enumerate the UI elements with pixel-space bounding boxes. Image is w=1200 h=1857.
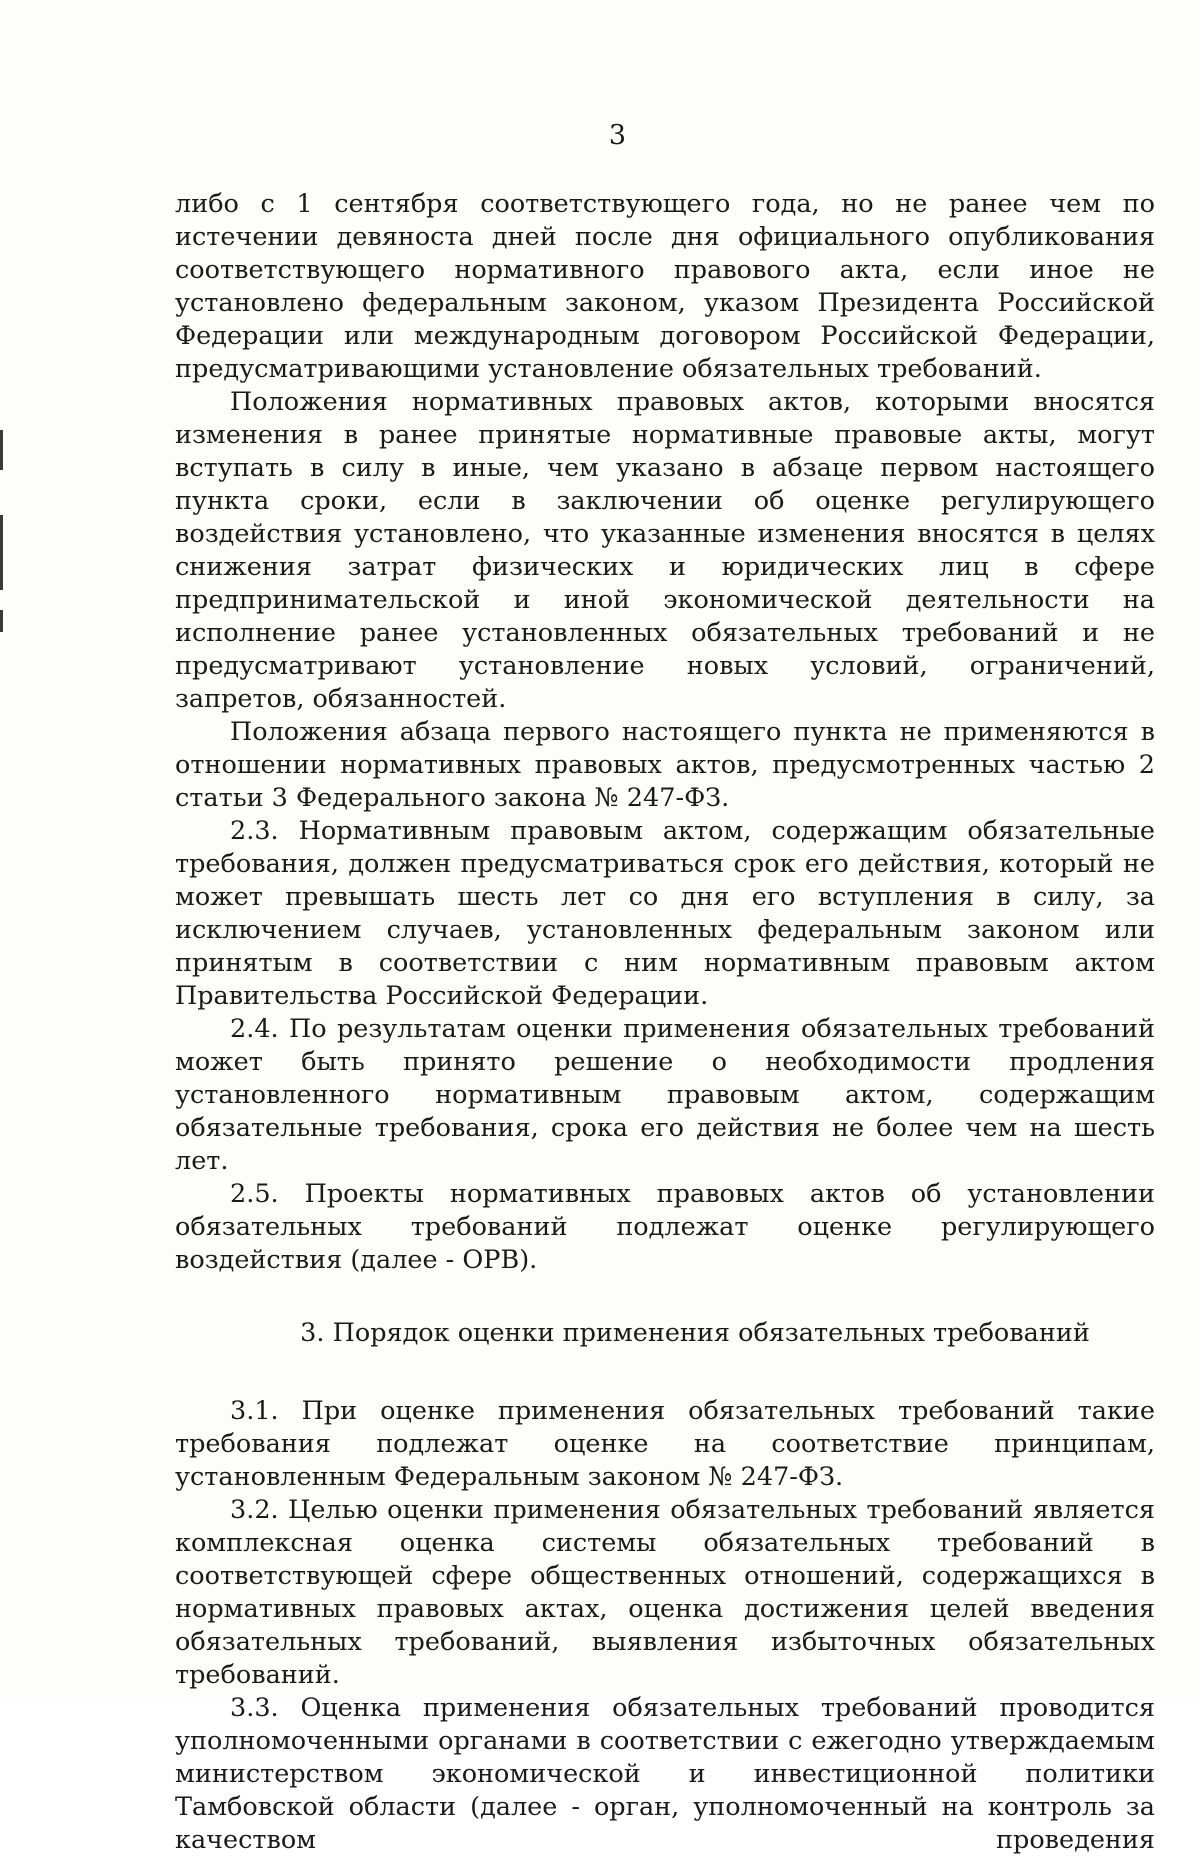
paragraph-2-3: 2.3. Нормативным правовым актом, содержащим обязательные требования, должен предусматриваться срок его действия, который не может превышать шесть лет со дня его вступления в силу, за исключением случаев, установленных федеральным законом или принятым в соответствии с ним нормативным правовым актом Правительства Российской Федерации. bbox=[175, 816, 1155, 1011]
paragraph-3-3: 3.3. Оценка применения обязательных требований проводится уполномоченными органами в соответствии с ежегодно утверждаемым министерством экономической и инвестиционной политики Тамбовской области (далее - орган, уполномоченный на контроль за качеством проведения bbox=[175, 1693, 1155, 1855]
page-number: 3 bbox=[608, 120, 627, 151]
paragraph-continuation: либо с 1 сентября соответствующего года, но не ранее чем по истечении девяноста дней после дня официального опубликования соответствующего нормативного правового акта, если иное не установлено федеральным законом, указом Президента Российской Федерации или международным договором Российской Федерации, предусматривающими установление обязательных требований. bbox=[175, 189, 1155, 384]
scan-edge-mark bbox=[0, 430, 3, 470]
scan-edge-mark bbox=[0, 515, 3, 590]
paragraph-amendments: Положения нормативных правовых актов, которыми вносятся изменения в ранее принятые нормативные правовые акты, могут вступать в силу в иные, чем указано в абзаце первом настоящего пункта сроки, если в заключении об оценке регулирующего воздействия установлено, что указанные изменения вносятся в целях снижения затрат физических и юридических лиц в сфере предпринимательской и иной экономической деятельности на исполнение ранее установленных обязательных требований и не предусматривают установление новых условий, ограничений, запретов, обязанностей. bbox=[175, 387, 1155, 714]
document-body bbox=[175, 188, 1155, 1857]
paragraph-exceptions: Положения абзаца первого настоящего пункта не применяются в отношении нормативных правовых актов, предусмотренных частью 2 статьи 3 Федерального закона № 247-ФЗ. bbox=[175, 717, 1155, 813]
scan-edge-mark bbox=[0, 610, 3, 632]
paragraph-3-1: 3.1. При оценке применения обязательных требований такие требования подлежат оценке на соответствие принципам, установленным Федеральным законом № 247-ФЗ. bbox=[175, 1396, 1155, 1492]
paragraph-2-4: 2.4. По результатам оценки применения обязательных требований может быть принято решение о необходимости продления установленного нормативным правовым актом, содержащим обязательные требования, срока его действия не более чем на шесть лет. bbox=[175, 1014, 1155, 1176]
paragraph-2-5: 2.5. Проекты нормативных правовых актов об установлении обязательных требований подлежат оценке регулирующего воздействия (далее - ОРВ). bbox=[175, 1179, 1155, 1275]
section-heading: 3. Порядок оценки применения обязательных требований bbox=[300, 1318, 1090, 1348]
paragraph-3-2: 3.2. Целью оценки применения обязательных требований является комплексная оценка системы обязательных требований в соответствующей сфере общественных отношений, содержащихся в нормативных правовых актах, оценка достижения целей введения обязательных требований, выявления избыточных обязательных требований. bbox=[175, 1495, 1155, 1690]
